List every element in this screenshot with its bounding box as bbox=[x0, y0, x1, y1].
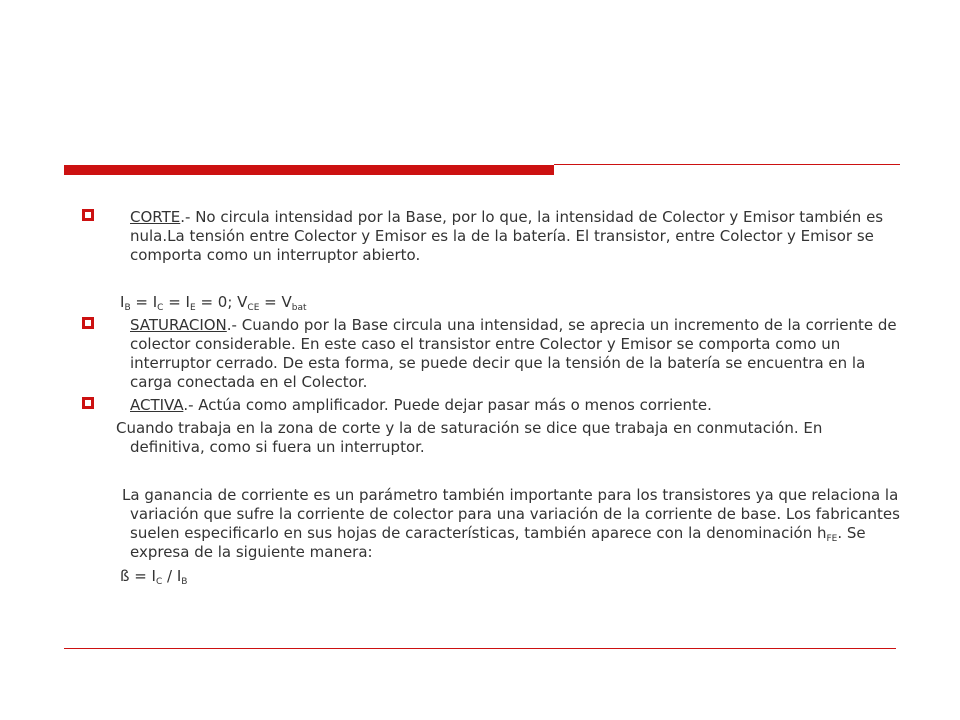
saturacion-term: SATURACION bbox=[130, 316, 227, 334]
corte-text: .- No circula intensidad por la Base, por lo que, la intensidad de Colector y Emisor también es nula.La tensión entre Colector y Emisor es la de la batería. El transistor, entre Colector y Emisor se comporta como un interruptor abierto. bbox=[130, 208, 884, 264]
saturacion-text: .- Cuando por la Base circula una intensidad, se aprecia un incremento de la corriente de colector considerable. En este caso el transistor entre Colector y Emisor se comporta como un interruptor cerrado. De esta forma, se puede decir que la tensión de la batería se encuentra en la carga conectada en el Colector. bbox=[130, 316, 897, 391]
ganancia-paragraph: La ganancia de corriente es un parámetro también importante para los transistores ya que relaciona la variación que sufre la corriente de colector para una variación de la corriente de base. Los fabricantes suelen especificarlo en sus hojas de características, también aparece con la denominación $h_{FE}$. Se expresa de la siguiente manera: bbox=[122, 486, 900, 561]
saturacion-paragraph bbox=[130, 316, 900, 392]
corte-term: CORTE bbox=[130, 208, 181, 226]
corte-paragraph bbox=[130, 208, 900, 265]
beta-formula: ß = $I_C / I_B$ bbox=[120, 567, 188, 587]
cutoff-formula: $I_B = I_C = I_E = 0$; $V_{CE} = V_{bat}$ bbox=[120, 293, 307, 313]
activa-text: .- Actúa como amplificador. Puede dejar pasar más o menos corriente. bbox=[183, 396, 712, 414]
activa-paragraph bbox=[130, 396, 900, 415]
activa-term: ACTIVA bbox=[130, 396, 184, 414]
title-accent-bar bbox=[64, 165, 554, 175]
square-bullet-icon bbox=[82, 317, 94, 329]
conmutacion-paragraph: Cuando trabaja en la zona de corte y la de saturación se dice que trabaja en conmutación. En definitiva, como si fuera un interruptor. bbox=[116, 419, 823, 456]
square-bullet-icon bbox=[82, 397, 94, 409]
square-bullet-icon bbox=[82, 209, 94, 221]
footer-divider-line bbox=[64, 648, 896, 649]
title-divider-line bbox=[554, 164, 900, 165]
